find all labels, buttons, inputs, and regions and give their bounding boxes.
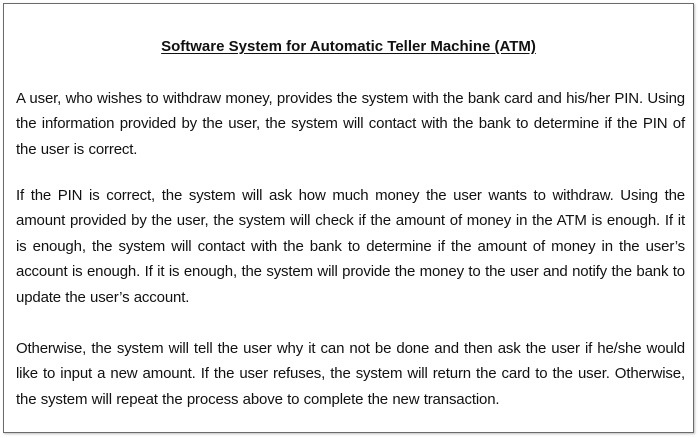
paragraph-card-and-pin: A user, who wishes to withdraw money, provides the system with the bank card and his/her PIN. Using the information provided by the user, the system will contact with the bank to determine if the PIN of the user is correct.: [16, 90, 685, 158]
paragraph-otherwise: Otherwise, the system will tell the user why it can not be done and then ask the user if he/she would like to input a new amount. If the user refuses, the system will return the card to the user. Otherwise, the system will repeat the process above to complete the new transaction.: [16, 340, 685, 408]
paragraph-withdraw-amount: If the PIN is correct, the system will ask how much money the user wants to withdraw. Using the amount provided by the user, the system will check if the amount of money in the ATM is enough. If it is enough, the system will contact with the bank to determine if the amount of money in the user’s account is enough. If it is enough, the system will provide the money to the user and notify the bank to update the user’s account.: [16, 187, 685, 306]
document-title: Software System for Automatic Teller Machine (ATM): [161, 38, 536, 55]
document-frame: [3, 3, 694, 433]
